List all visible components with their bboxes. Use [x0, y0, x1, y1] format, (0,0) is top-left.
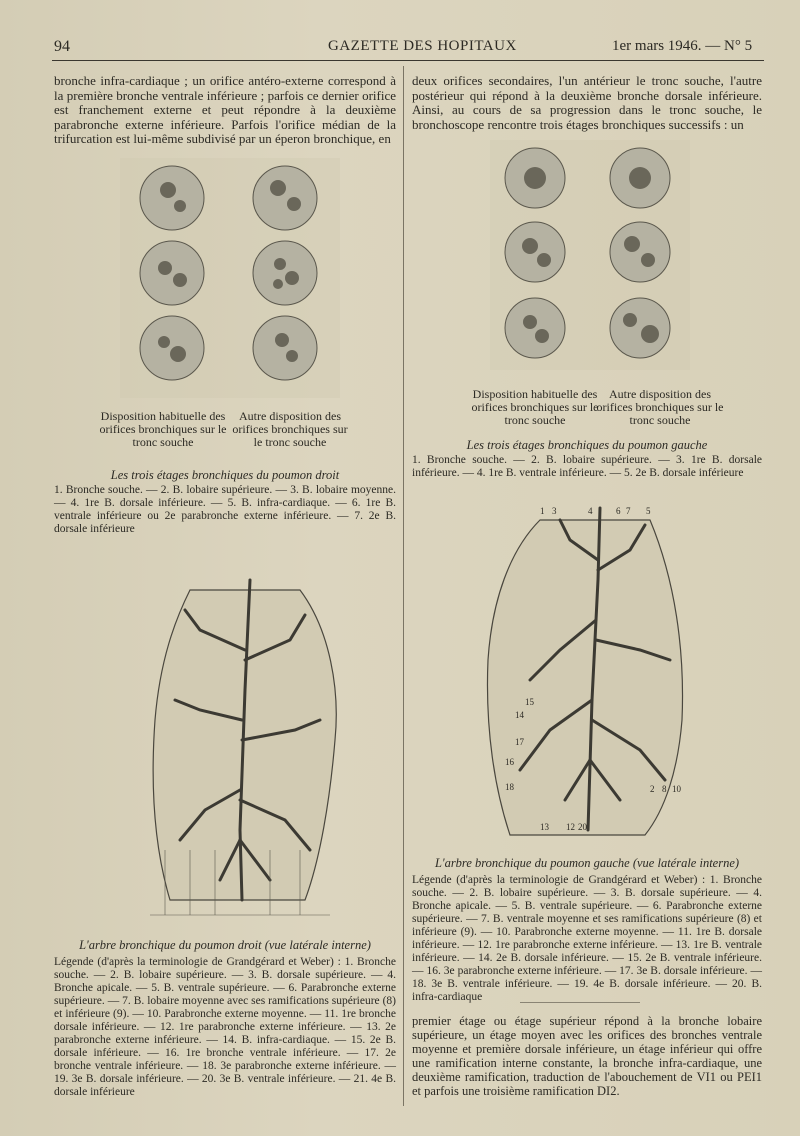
issue-date: 1er mars 1946. — N° 5 [612, 38, 753, 54]
fig3-caption-right: Autre disposition des orifices bronchiques sur le tronc souche [596, 387, 724, 427]
fig3-legend: 1. Bronche souche. — 2. B. lobaire supérieure. — 3. 1re B. dorsale inférieure. — 4. 1re B. ventrale inférieure. — 5. 2e B. dorsale inférieure [412, 454, 762, 479]
fig1-caption-right: Autre disposition des orifices bronchiques sur le tronc souche [232, 409, 348, 449]
fig-right-bronchial-tree [130, 570, 350, 920]
fig3-label-side-4: 18 [505, 782, 514, 792]
right-closing-text: premier étage ou étage supérieur répond à la bronche lobaire supérieure, un étage moyen avec les orifices des bronches ventrale moyenne et première dorsale inférieure, un étage inférieur qui offre une ramification interne constante, la bronche infra-cardiaque, une deuxième ramification, traduction de l'abouchement de VI1 ou PEI1 et parfois une troisième ramification DI2. [412, 1014, 762, 1098]
fig-left-bronchial-tree [470, 500, 700, 845]
fig3-label-top-2: 4 [588, 506, 593, 516]
header-rule [52, 60, 764, 61]
fig3-label-side-8: 13 [540, 822, 549, 832]
fig3-label-top-3: 6 [616, 506, 621, 516]
fig3-label-top-5: 5 [646, 506, 651, 516]
fig3-label-side-5: 2 [650, 784, 655, 794]
fig3-label-side-0: 15 [525, 697, 534, 707]
fig3-label-side-3: 16 [505, 757, 514, 767]
section-divider [520, 1002, 640, 1003]
fig1-legend: 1. Bronche souche. — 2. B. lobaire supérieure. — 3. B. lobaire moyenne. — 4. 1re B. dorsale inférieure. — 5. B. infra-cardiaque. — 6. 1re B. ventrale inférieure ou 2e parabronche externe inférieure. — 7. 2e B. dorsale inférieure [54, 484, 396, 535]
fig1-caption-left: Disposition habituelle des orifices bronchiques sur le tronc souche [99, 409, 227, 449]
fig3-label-side-10: 20 [578, 822, 587, 832]
fig-left-lung-stages [490, 140, 690, 370]
fig3-label-side-7: 10 [672, 784, 681, 794]
column-rule [403, 66, 404, 1106]
fig3-label-side-6: 8 [662, 784, 667, 794]
journal-title: GAZETTE DES HOPITAUX [328, 38, 517, 54]
fig3-label-side-9: 12 [566, 822, 575, 832]
fig4-title: L'arbre bronchique du poumon gauche (vue latérale interne) [434, 856, 740, 870]
fig-right-lung-stages [120, 158, 340, 398]
fig3-label-top-1: 3 [552, 506, 557, 516]
fig3-label-top-0: 1 [540, 506, 545, 516]
right-intro-text: deux orifices secondaires, l'un antérieur le tronc souche, l'autre postérieur qui répond à la deuxième bronche dorsale inférieure. Ainsi, au cours de sa progression dans le tronc souche, le bronchoscope rencontre trois étages bronchiques successifs : un [412, 73, 762, 132]
fig3-label-side-2: 17 [515, 737, 524, 747]
fig3-caption-left: Disposition habituelle des orifices bronchiques sur le tronc souche [471, 387, 599, 427]
page-number: 94 [54, 38, 70, 55]
fig2-title: L'arbre bronchique du poumon droit (vue latérale interne) [79, 938, 371, 952]
fig1-title: Les trois étages bronchiques du poumon droit [110, 468, 340, 482]
fig3-label-top-4: 7 [626, 506, 631, 516]
fig4-legend: Légende (d'après la terminologie de Grandgérard et Weber) : 1. Bronche souche. — 2. B. lobaire supérieure. — 3. B. dorsale supérieure. — 4. Bronche apicale. — 5. B. ventrale supérieure. — 6. Parabronche externe supérieure. — 7. B. ventrale moyenne et ses ramifications supérieure (8) et inférieure (9). — 10. Parabronche externe moyenne. — 11. 1re B. dorsale inférieure. — 12. 1re parabronche externe inférieure. — 13. 1re B. ventrale inférieure. — 14. 2e B. dorsale inférieure. — 15. 2e B. ventrale inférieure. — 16. 3e parabronche externe inférieure. — 17. 3e B. dorsale inférieure. — 18. 3e B. ventrale inférieure. — 19. 4e B. dorsale inférieure. — 20. B. infra-cardiaque [412, 874, 762, 1003]
fig2-legend: Légende (d'après la terminologie de Grandgérard et Weber) : 1. Bronche souche. — 2. B. lobaire supérieure. — 3. B. dorsale supérieure. — 4. Bronche apicale. — 5. B. ventrale supérieure. — 6. Parabronche externe supérieure. — 7. B. lobaire moyenne avec ses ramifications supérieure (8) et inférieure (9). — 10. Parabronche externe moyenne. — 11. 1re bronche dorsale inférieure. — 12. 1re parabronche externe inférieure. — 13. 2e parabronche externe inférieure. — 14. B. infra-cardiaque. — 15. 2e B. dorsale inférieure. — 16. 1re bronche ventrale inférieure. — 17. 2e bronche ventrale inférieure. — 18. 3e parabronche externe inférieure. — 19. 3e B. dorsale inférieure. — 20. 3e B. ventrale inférieure. — 21. 4e B. dorsale inférieure [54, 956, 396, 1098]
fig3-label-side-1: 14 [515, 710, 524, 720]
fig3-title: Les trois étages bronchiques du poumon gauche [466, 438, 708, 452]
left-intro-text: bronche infra-cardiaque ; un orifice antéro-externe correspond à la première bronche ventrale inférieure ; parfois ce dernier orifice est franchement externe et peut répondre à la deuxième parabronche externe inférieure. Parfois l'orifice médian de la trifurcation est lui-même subdivisé par un éperon bronchique, en [54, 73, 396, 146]
